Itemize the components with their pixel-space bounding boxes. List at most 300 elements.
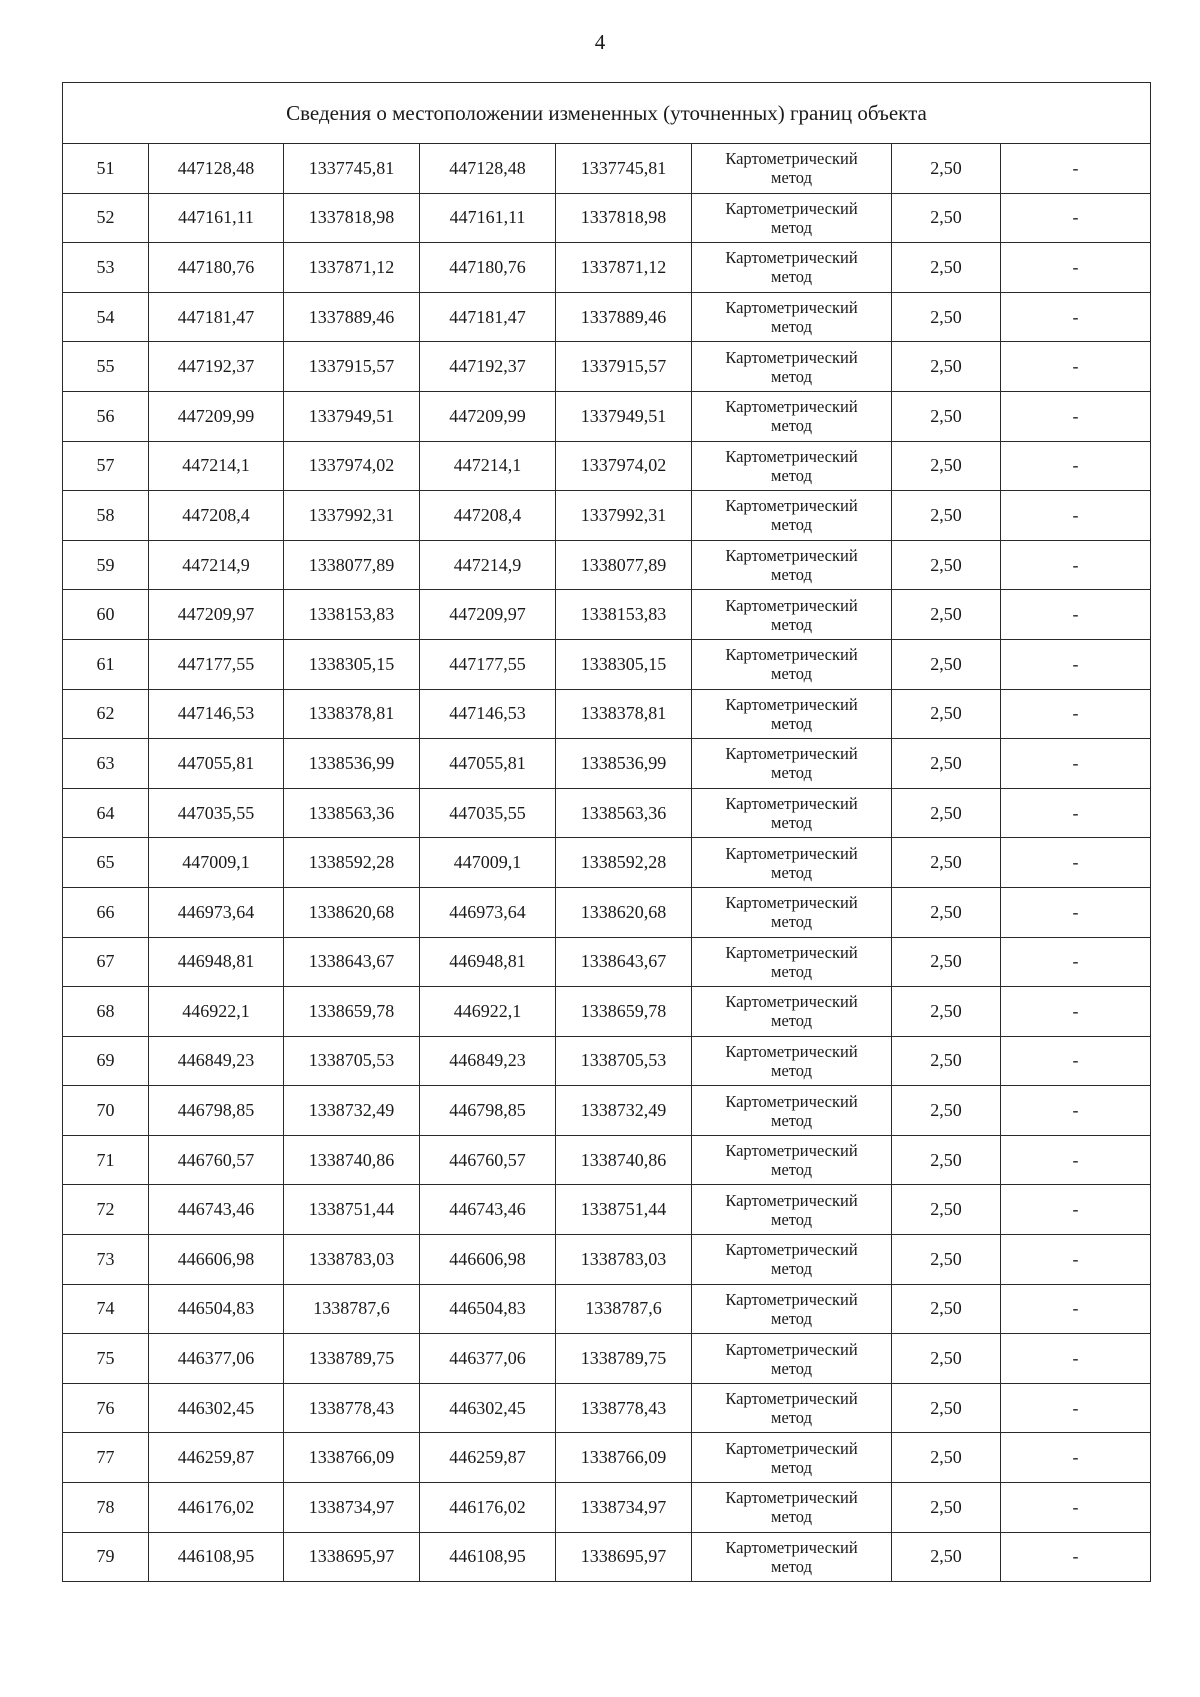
x-existing-cell: 446302,45: [149, 1383, 284, 1433]
accuracy-cell: 2,50: [892, 739, 1001, 789]
point-number-cell: 74: [63, 1284, 149, 1334]
y-refined-cell: 1337992,31: [556, 491, 692, 541]
accuracy-cell: 2,50: [892, 838, 1001, 888]
note-cell: -: [1001, 1284, 1151, 1334]
y-existing-cell: 1338305,15: [284, 639, 420, 689]
point-number-cell: 57: [63, 441, 149, 491]
method-line-2: метод: [771, 862, 812, 882]
y-existing-cell: 1338778,43: [284, 1383, 420, 1433]
method-line-2: метод: [771, 1308, 812, 1328]
method-cell: [692, 1483, 892, 1533]
accuracy-cell: 2,50: [892, 193, 1001, 243]
table-row: [63, 937, 1151, 987]
method-cell: [692, 639, 892, 689]
method-line-1: Картометрический: [725, 397, 858, 417]
table-row: [63, 391, 1151, 441]
table-row: [63, 144, 1151, 194]
x-existing-cell: 447055,81: [149, 739, 284, 789]
note-cell: -: [1001, 1086, 1151, 1136]
x-refined-cell: 446259,87: [420, 1433, 556, 1483]
point-number-cell: 63: [63, 739, 149, 789]
y-refined-cell: 1338563,36: [556, 788, 692, 838]
method-cell: [692, 193, 892, 243]
table-row: [63, 1185, 1151, 1235]
x-refined-cell: 446973,64: [420, 887, 556, 937]
y-refined-cell: 1337745,81: [556, 144, 692, 194]
method-line-2: метод: [771, 1209, 812, 1229]
y-refined-cell: 1337949,51: [556, 391, 692, 441]
y-refined-cell: 1338378,81: [556, 689, 692, 739]
x-refined-cell: 446606,98: [420, 1235, 556, 1285]
table-row: [63, 1532, 1151, 1582]
accuracy-cell: 2,50: [892, 1185, 1001, 1235]
method-line-1: Картометрический: [725, 595, 858, 615]
x-existing-cell: 447035,55: [149, 788, 284, 838]
note-cell: -: [1001, 193, 1151, 243]
method-line-1: Картометрический: [725, 1091, 858, 1111]
x-refined-cell: 446176,02: [420, 1483, 556, 1533]
x-existing-cell: 447209,97: [149, 590, 284, 640]
point-number-cell: 60: [63, 590, 149, 640]
y-existing-cell: 1338789,75: [284, 1334, 420, 1384]
method-line-2: метод: [771, 713, 812, 733]
x-refined-cell: 446948,81: [420, 937, 556, 987]
method-line-1: Картометрический: [725, 1438, 858, 1458]
accuracy-cell: 2,50: [892, 1532, 1001, 1582]
note-cell: -: [1001, 1433, 1151, 1483]
method-cell: [692, 937, 892, 987]
method-line-2: метод: [771, 515, 812, 535]
x-refined-cell: 447209,97: [420, 590, 556, 640]
y-refined-cell: 1337818,98: [556, 193, 692, 243]
table-row: [63, 887, 1151, 937]
accuracy-cell: 2,50: [892, 491, 1001, 541]
accuracy-cell: 2,50: [892, 987, 1001, 1037]
method-line-1: Картометрический: [725, 496, 858, 516]
x-refined-cell: 447214,1: [420, 441, 556, 491]
method-cell: [692, 1383, 892, 1433]
y-refined-cell: 1338783,03: [556, 1235, 692, 1285]
table-row: [63, 838, 1151, 888]
table-row: [63, 788, 1151, 838]
accuracy-cell: 2,50: [892, 788, 1001, 838]
method-line-2: метод: [771, 912, 812, 932]
method-line-1: Картометрический: [725, 843, 858, 863]
x-existing-cell: 446948,81: [149, 937, 284, 987]
table-row: [63, 540, 1151, 590]
x-refined-cell: 446760,57: [420, 1135, 556, 1185]
note-cell: -: [1001, 739, 1151, 789]
x-existing-cell: 446743,46: [149, 1185, 284, 1235]
y-existing-cell: 1337974,02: [284, 441, 420, 491]
note-cell: -: [1001, 887, 1151, 937]
point-number-cell: 70: [63, 1086, 149, 1136]
method-line-1: Картометрический: [725, 198, 858, 218]
x-refined-cell: 447009,1: [420, 838, 556, 888]
method-line-1: Картометрический: [725, 992, 858, 1012]
x-refined-cell: 446302,45: [420, 1383, 556, 1433]
method-line-1: Картометрический: [725, 1389, 858, 1409]
y-existing-cell: 1338787,6: [284, 1284, 420, 1334]
x-existing-cell: 447214,1: [149, 441, 284, 491]
table-row: [63, 342, 1151, 392]
method-cell: [692, 441, 892, 491]
table-row: [63, 639, 1151, 689]
y-refined-cell: 1338620,68: [556, 887, 692, 937]
y-existing-cell: 1337871,12: [284, 243, 420, 293]
x-existing-cell: 447180,76: [149, 243, 284, 293]
point-number-cell: 52: [63, 193, 149, 243]
method-cell: [692, 243, 892, 293]
note-cell: -: [1001, 987, 1151, 1037]
point-number-cell: 62: [63, 689, 149, 739]
note-cell: -: [1001, 937, 1151, 987]
table-row: [63, 441, 1151, 491]
note-cell: -: [1001, 689, 1151, 739]
y-refined-cell: 1338536,99: [556, 739, 692, 789]
method-cell: [692, 1284, 892, 1334]
method-line-2: метод: [771, 1358, 812, 1378]
method-cell: [692, 788, 892, 838]
table-row: [63, 739, 1151, 789]
method-line-1: Картометрический: [725, 744, 858, 764]
table-row: [63, 1086, 1151, 1136]
y-existing-cell: 1338766,09: [284, 1433, 420, 1483]
point-number-cell: 61: [63, 639, 149, 689]
note-cell: -: [1001, 1185, 1151, 1235]
method-line-2: метод: [771, 465, 812, 485]
method-line-2: метод: [771, 813, 812, 833]
accuracy-cell: 2,50: [892, 1284, 1001, 1334]
y-existing-cell: 1338734,97: [284, 1483, 420, 1533]
x-refined-cell: 447055,81: [420, 739, 556, 789]
point-number-cell: 77: [63, 1433, 149, 1483]
y-existing-cell: 1337745,81: [284, 144, 420, 194]
note-cell: -: [1001, 342, 1151, 392]
note-cell: -: [1001, 1483, 1151, 1533]
x-refined-cell: 447192,37: [420, 342, 556, 392]
note-cell: -: [1001, 1532, 1151, 1582]
method-cell: [692, 491, 892, 541]
table-row: [63, 292, 1151, 342]
method-cell: [692, 1532, 892, 1582]
x-existing-cell: 446606,98: [149, 1235, 284, 1285]
y-existing-cell: 1338536,99: [284, 739, 420, 789]
y-existing-cell: 1337889,46: [284, 292, 420, 342]
table-caption-row: [63, 83, 1151, 144]
accuracy-cell: 2,50: [892, 689, 1001, 739]
accuracy-cell: 2,50: [892, 144, 1001, 194]
method-cell: [692, 1135, 892, 1185]
y-refined-cell: 1338766,09: [556, 1433, 692, 1483]
y-refined-cell: 1338153,83: [556, 590, 692, 640]
table-row: [63, 590, 1151, 640]
method-line-1: Картометрический: [725, 645, 858, 665]
method-line-1: Картометрический: [725, 1537, 858, 1557]
method-line-1: Картометрический: [725, 1190, 858, 1210]
note-cell: -: [1001, 491, 1151, 541]
x-existing-cell: 446377,06: [149, 1334, 284, 1384]
y-refined-cell: 1338789,75: [556, 1334, 692, 1384]
x-refined-cell: 446108,95: [420, 1532, 556, 1582]
accuracy-cell: 2,50: [892, 1334, 1001, 1384]
method-cell: [692, 838, 892, 888]
method-line-1: Картометрический: [725, 942, 858, 962]
x-refined-cell: 447161,11: [420, 193, 556, 243]
method-line-2: метод: [771, 168, 812, 188]
method-line-2: метод: [771, 1259, 812, 1279]
y-refined-cell: 1338732,49: [556, 1086, 692, 1136]
x-existing-cell: 447177,55: [149, 639, 284, 689]
note-cell: -: [1001, 590, 1151, 640]
accuracy-cell: 2,50: [892, 391, 1001, 441]
y-existing-cell: 1338643,67: [284, 937, 420, 987]
y-existing-cell: 1338077,89: [284, 540, 420, 590]
note-cell: -: [1001, 788, 1151, 838]
method-line-1: Картометрический: [725, 446, 858, 466]
method-cell: [692, 292, 892, 342]
accuracy-cell: 2,50: [892, 1135, 1001, 1185]
accuracy-cell: 2,50: [892, 1483, 1001, 1533]
point-number-cell: 76: [63, 1383, 149, 1433]
y-existing-cell: 1338153,83: [284, 590, 420, 640]
method-line-1: Картометрический: [725, 248, 858, 268]
method-line-1: Картометрический: [725, 546, 858, 566]
method-line-1: Картометрический: [725, 1041, 858, 1061]
x-existing-cell: 446504,83: [149, 1284, 284, 1334]
x-existing-cell: 447192,37: [149, 342, 284, 392]
method-line-2: метод: [771, 267, 812, 287]
accuracy-cell: 2,50: [892, 937, 1001, 987]
y-existing-cell: 1338659,78: [284, 987, 420, 1037]
y-refined-cell: 1338751,44: [556, 1185, 692, 1235]
x-existing-cell: 447214,9: [149, 540, 284, 590]
method-line-1: Картометрический: [725, 347, 858, 367]
x-existing-cell: 447209,99: [149, 391, 284, 441]
note-cell: -: [1001, 144, 1151, 194]
table-caption: Сведения о местоположении измененных (уточненных) границ объекта: [63, 83, 1151, 144]
x-refined-cell: 447181,47: [420, 292, 556, 342]
accuracy-cell: 2,50: [892, 342, 1001, 392]
y-refined-cell: 1338659,78: [556, 987, 692, 1037]
accuracy-cell: 2,50: [892, 639, 1001, 689]
point-number-cell: 72: [63, 1185, 149, 1235]
x-refined-cell: 447208,4: [420, 491, 556, 541]
x-existing-cell: 447128,48: [149, 144, 284, 194]
method-cell: [692, 689, 892, 739]
point-number-cell: 79: [63, 1532, 149, 1582]
y-existing-cell: 1338751,44: [284, 1185, 420, 1235]
accuracy-cell: 2,50: [892, 540, 1001, 590]
method-line-1: Картометрический: [725, 893, 858, 913]
y-refined-cell: 1338787,6: [556, 1284, 692, 1334]
accuracy-cell: 2,50: [892, 292, 1001, 342]
method-cell: [692, 144, 892, 194]
x-existing-cell: 446798,85: [149, 1086, 284, 1136]
table-row: [63, 689, 1151, 739]
method-line-2: метод: [771, 366, 812, 386]
note-cell: -: [1001, 540, 1151, 590]
note-cell: -: [1001, 292, 1151, 342]
point-number-cell: 59: [63, 540, 149, 590]
x-refined-cell: 447035,55: [420, 788, 556, 838]
x-existing-cell: 446922,1: [149, 987, 284, 1037]
point-number-cell: 78: [63, 1483, 149, 1533]
y-existing-cell: 1338695,97: [284, 1532, 420, 1582]
y-refined-cell: 1337871,12: [556, 243, 692, 293]
x-refined-cell: 446798,85: [420, 1086, 556, 1136]
x-existing-cell: 446973,64: [149, 887, 284, 937]
method-cell: [692, 987, 892, 1037]
method-line-2: метод: [771, 664, 812, 684]
x-refined-cell: 447214,9: [420, 540, 556, 590]
method-line-2: метод: [771, 317, 812, 337]
page-number: 4: [594, 30, 606, 54]
note-cell: -: [1001, 243, 1151, 293]
y-refined-cell: 1338077,89: [556, 540, 692, 590]
y-refined-cell: 1337974,02: [556, 441, 692, 491]
point-number-cell: 75: [63, 1334, 149, 1384]
table-row: [63, 1383, 1151, 1433]
note-cell: -: [1001, 1383, 1151, 1433]
x-refined-cell: 446922,1: [420, 987, 556, 1037]
method-line-2: метод: [771, 614, 812, 634]
point-number-cell: 53: [63, 243, 149, 293]
y-existing-cell: 1338732,49: [284, 1086, 420, 1136]
x-existing-cell: 446176,02: [149, 1483, 284, 1533]
table-row: [63, 1334, 1151, 1384]
point-number-cell: 54: [63, 292, 149, 342]
point-number-cell: 69: [63, 1036, 149, 1086]
x-existing-cell: 447009,1: [149, 838, 284, 888]
note-cell: -: [1001, 1334, 1151, 1384]
table-row: [63, 491, 1151, 541]
method-cell: [692, 1433, 892, 1483]
note-cell: -: [1001, 391, 1151, 441]
method-line-2: метод: [771, 1457, 812, 1477]
point-number-cell: 58: [63, 491, 149, 541]
method-cell: [692, 342, 892, 392]
x-refined-cell: 446504,83: [420, 1284, 556, 1334]
method-cell: [692, 590, 892, 640]
y-refined-cell: 1338695,97: [556, 1532, 692, 1582]
x-refined-cell: 446849,23: [420, 1036, 556, 1086]
note-cell: -: [1001, 441, 1151, 491]
table-row: [63, 1235, 1151, 1285]
method-line-2: метод: [771, 1110, 812, 1130]
point-number-cell: 64: [63, 788, 149, 838]
y-existing-cell: 1337949,51: [284, 391, 420, 441]
y-existing-cell: 1338783,03: [284, 1235, 420, 1285]
accuracy-cell: 2,50: [892, 1433, 1001, 1483]
note-cell: -: [1001, 1135, 1151, 1185]
table-row: [63, 1036, 1151, 1086]
accuracy-cell: 2,50: [892, 243, 1001, 293]
method-line-1: Картометрический: [725, 1339, 858, 1359]
method-line-2: метод: [771, 217, 812, 237]
method-cell: [692, 1334, 892, 1384]
y-refined-cell: 1337915,57: [556, 342, 692, 392]
method-line-2: метод: [771, 1011, 812, 1031]
note-cell: -: [1001, 1036, 1151, 1086]
y-refined-cell: 1338734,97: [556, 1483, 692, 1533]
y-existing-cell: 1338620,68: [284, 887, 420, 937]
method-line-1: Картометрический: [725, 1240, 858, 1260]
x-existing-cell: 446849,23: [149, 1036, 284, 1086]
point-number-cell: 66: [63, 887, 149, 937]
method-cell: [692, 887, 892, 937]
method-line-2: метод: [771, 1408, 812, 1428]
x-refined-cell: 446377,06: [420, 1334, 556, 1384]
accuracy-cell: 2,50: [892, 1086, 1001, 1136]
table-row: [63, 1284, 1151, 1334]
method-line-2: метод: [771, 961, 812, 981]
accuracy-cell: 2,50: [892, 887, 1001, 937]
table-row: [63, 1433, 1151, 1483]
method-line-1: Картометрический: [725, 149, 858, 169]
method-cell: [692, 1036, 892, 1086]
method-line-1: Картометрический: [725, 694, 858, 714]
x-existing-cell: 447181,47: [149, 292, 284, 342]
x-existing-cell: 446259,87: [149, 1433, 284, 1483]
note-cell: -: [1001, 838, 1151, 888]
x-existing-cell: 446760,57: [149, 1135, 284, 1185]
y-existing-cell: 1338740,86: [284, 1135, 420, 1185]
point-number-cell: 51: [63, 144, 149, 194]
y-existing-cell: 1338705,53: [284, 1036, 420, 1086]
table-row: [63, 243, 1151, 293]
method-line-2: метод: [771, 1060, 812, 1080]
accuracy-cell: 2,50: [892, 1235, 1001, 1285]
point-number-cell: 56: [63, 391, 149, 441]
y-existing-cell: 1337818,98: [284, 193, 420, 243]
accuracy-cell: 2,50: [892, 590, 1001, 640]
method-line-2: метод: [771, 416, 812, 436]
x-existing-cell: 447208,4: [149, 491, 284, 541]
method-cell: [692, 739, 892, 789]
method-cell: [692, 1185, 892, 1235]
point-number-cell: 55: [63, 342, 149, 392]
table-row: [63, 1135, 1151, 1185]
point-number-cell: 68: [63, 987, 149, 1037]
y-refined-cell: 1338643,67: [556, 937, 692, 987]
note-cell: -: [1001, 639, 1151, 689]
y-existing-cell: 1338563,36: [284, 788, 420, 838]
method-cell: [692, 540, 892, 590]
y-existing-cell: 1337915,57: [284, 342, 420, 392]
y-refined-cell: 1338778,43: [556, 1383, 692, 1433]
y-refined-cell: 1337889,46: [556, 292, 692, 342]
y-refined-cell: 1338740,86: [556, 1135, 692, 1185]
x-refined-cell: 447209,99: [420, 391, 556, 441]
x-existing-cell: 446108,95: [149, 1532, 284, 1582]
table-row: [63, 987, 1151, 1037]
boundary-coordinates-table: [62, 82, 1151, 1582]
x-existing-cell: 447146,53: [149, 689, 284, 739]
method-line-2: метод: [771, 1507, 812, 1527]
y-existing-cell: 1338592,28: [284, 838, 420, 888]
x-refined-cell: 447177,55: [420, 639, 556, 689]
method-line-1: Картометрический: [725, 1141, 858, 1161]
y-refined-cell: 1338305,15: [556, 639, 692, 689]
accuracy-cell: 2,50: [892, 441, 1001, 491]
note-cell: -: [1001, 1235, 1151, 1285]
point-number-cell: 73: [63, 1235, 149, 1285]
y-refined-cell: 1338705,53: [556, 1036, 692, 1086]
y-refined-cell: 1338592,28: [556, 838, 692, 888]
method-cell: [692, 1235, 892, 1285]
x-refined-cell: 447128,48: [420, 144, 556, 194]
